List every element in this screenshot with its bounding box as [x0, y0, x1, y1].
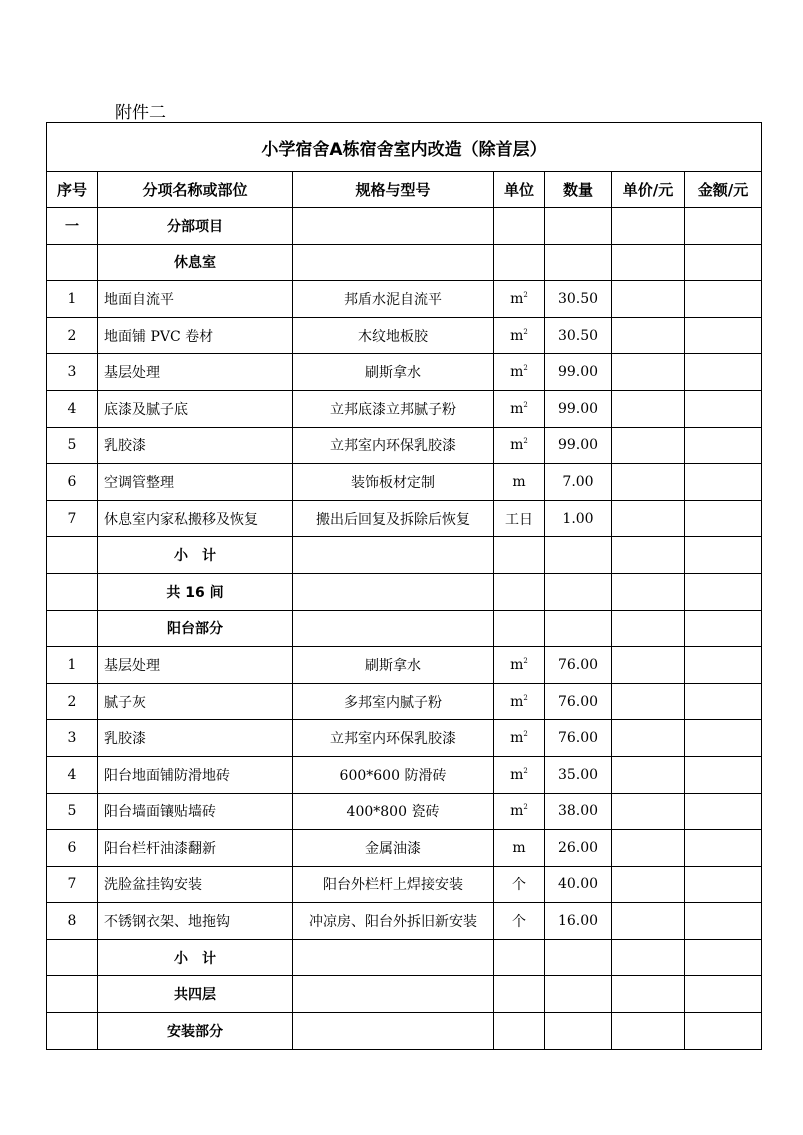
row-amount — [685, 573, 762, 610]
row-amount — [685, 683, 762, 720]
row-amount — [685, 317, 762, 354]
row-name: 阳台栏杆油漆翻新 — [98, 830, 293, 867]
row-no: 6 — [47, 830, 98, 867]
row-spec — [293, 610, 494, 647]
row-name: 共四层 — [98, 976, 293, 1013]
row-no — [47, 537, 98, 574]
table-row — [47, 793, 762, 830]
col-header-no: 序号 — [47, 172, 98, 208]
row-name: 基层处理 — [98, 647, 293, 684]
unit-superscript: 2 — [523, 290, 528, 299]
unit-text: m — [510, 437, 524, 454]
row-name: 地面自流平 — [98, 281, 293, 318]
row-spec: 装饰板材定制 — [293, 464, 494, 501]
row-unit — [494, 830, 545, 867]
row-name: 空调管整理 — [98, 464, 293, 501]
row-unit — [494, 317, 545, 354]
row-unit — [494, 939, 545, 976]
row-no — [47, 976, 98, 1013]
row-amount — [685, 208, 762, 245]
row-price — [612, 866, 685, 903]
row-unit — [494, 354, 545, 391]
row-spec: 阳台外栏杆上焊接安装 — [293, 866, 494, 903]
row-no: 1 — [47, 281, 98, 318]
row-qty: 99.00 — [545, 390, 612, 427]
row-price — [612, 939, 685, 976]
row-qty — [545, 1013, 612, 1050]
table-row — [47, 208, 762, 245]
row-no: 5 — [47, 793, 98, 830]
row-spec: 立邦底漆立邦腻子粉 — [293, 390, 494, 427]
row-no: 2 — [47, 683, 98, 720]
row-unit — [494, 390, 545, 427]
row-price — [612, 281, 685, 318]
row-no: 1 — [47, 647, 98, 684]
row-amount — [685, 281, 762, 318]
row-amount — [685, 500, 762, 537]
unit-text: m — [510, 400, 524, 417]
row-no: 5 — [47, 427, 98, 464]
row-price — [612, 756, 685, 793]
row-name: 休息室 — [98, 244, 293, 281]
row-spec: 400*800 瓷砖 — [293, 793, 494, 830]
row-name: 安装部分 — [98, 1013, 293, 1050]
row-amount — [685, 647, 762, 684]
unit-superscript: 2 — [523, 693, 528, 702]
row-unit — [494, 610, 545, 647]
table-row — [47, 281, 762, 318]
unit-text: 个 — [512, 914, 526, 931]
unit-superscript: 2 — [523, 656, 528, 665]
unit-text: m — [510, 364, 524, 381]
row-name: 分部项目 — [98, 208, 293, 245]
row-no: 7 — [47, 500, 98, 537]
row-name: 底漆及腻子底 — [98, 390, 293, 427]
row-unit — [494, 281, 545, 318]
table-row — [47, 830, 762, 867]
row-no: 4 — [47, 756, 98, 793]
table-row — [47, 500, 762, 537]
unit-superscript: 2 — [523, 803, 528, 812]
row-unit — [494, 1013, 545, 1050]
row-qty — [545, 244, 612, 281]
row-unit — [494, 208, 545, 245]
table-title: 小学宿舍A栋宿舍室内改造（除首层） — [47, 123, 762, 172]
row-spec — [293, 573, 494, 610]
row-price — [612, 647, 685, 684]
row-amount — [685, 976, 762, 1013]
row-name: 阳台墙面镶贴墙砖 — [98, 793, 293, 830]
row-qty: 1.00 — [545, 500, 612, 537]
col-header-name: 分项名称或部位 — [98, 172, 293, 208]
table-row — [47, 573, 762, 610]
row-amount — [685, 610, 762, 647]
unit-superscript: 2 — [523, 437, 528, 446]
row-spec: 立邦室内环保乳胶漆 — [293, 720, 494, 757]
row-price — [612, 976, 685, 1013]
row-no — [47, 573, 98, 610]
row-spec — [293, 208, 494, 245]
boq-table — [46, 122, 762, 1050]
row-name: 共 16 间 — [98, 573, 293, 610]
attachment-label: 附件二 — [115, 103, 166, 123]
row-no: 4 — [47, 390, 98, 427]
row-price — [612, 317, 685, 354]
row-qty: 76.00 — [545, 720, 612, 757]
row-price — [612, 720, 685, 757]
row-amount — [685, 427, 762, 464]
col-header-qty: 数量 — [545, 172, 612, 208]
table-row — [47, 244, 762, 281]
row-unit — [494, 720, 545, 757]
row-amount — [685, 830, 762, 867]
table-row — [47, 683, 762, 720]
table-row — [47, 1013, 762, 1050]
unit-superscript: 2 — [523, 327, 528, 336]
table-row — [47, 866, 762, 903]
row-spec — [293, 1013, 494, 1050]
unit-text: m — [512, 473, 526, 490]
row-no: 一 — [47, 208, 98, 245]
row-price — [612, 683, 685, 720]
row-no: 8 — [47, 903, 98, 940]
row-qty: 7.00 — [545, 464, 612, 501]
unit-text: m — [510, 327, 524, 344]
row-qty — [545, 939, 612, 976]
row-unit — [494, 903, 545, 940]
unit-superscript: 2 — [523, 730, 528, 739]
row-qty: 99.00 — [545, 427, 612, 464]
row-unit — [494, 537, 545, 574]
col-header-unit: 单位 — [494, 172, 545, 208]
row-qty: 38.00 — [545, 793, 612, 830]
row-qty: 16.00 — [545, 903, 612, 940]
row-spec — [293, 537, 494, 574]
row-amount — [685, 1013, 762, 1050]
table-row — [47, 610, 762, 647]
row-name: 洗脸盆挂钩安装 — [98, 866, 293, 903]
row-qty: 30.50 — [545, 281, 612, 318]
row-price — [612, 208, 685, 245]
unit-superscript: 2 — [523, 766, 528, 775]
row-unit — [494, 464, 545, 501]
row-no: 7 — [47, 866, 98, 903]
row-name: 阳台部分 — [98, 610, 293, 647]
unit-text: m — [510, 730, 524, 747]
table-row — [47, 317, 762, 354]
table-row — [47, 647, 762, 684]
unit-text: m — [510, 693, 524, 710]
row-amount — [685, 464, 762, 501]
table-row — [47, 903, 762, 940]
row-spec: 刷斯拿水 — [293, 647, 494, 684]
row-unit — [494, 573, 545, 610]
row-name: 阳台地面铺防滑地砖 — [98, 756, 293, 793]
row-price — [612, 427, 685, 464]
row-price — [612, 573, 685, 610]
row-qty — [545, 573, 612, 610]
row-qty: 40.00 — [545, 866, 612, 903]
row-unit — [494, 756, 545, 793]
row-name: 乳胶漆 — [98, 720, 293, 757]
row-amount — [685, 537, 762, 574]
row-price — [612, 244, 685, 281]
row-spec: 木纹地板胶 — [293, 317, 494, 354]
row-amount — [685, 390, 762, 427]
row-price — [612, 537, 685, 574]
row-qty: 76.00 — [545, 683, 612, 720]
row-price — [612, 903, 685, 940]
row-unit — [494, 976, 545, 1013]
row-amount — [685, 903, 762, 940]
row-qty: 35.00 — [545, 756, 612, 793]
table-row — [47, 976, 762, 1013]
row-price — [612, 610, 685, 647]
unit-text: m — [510, 766, 524, 783]
row-unit — [494, 793, 545, 830]
row-unit — [494, 244, 545, 281]
unit-text: m — [510, 290, 524, 307]
col-header-price: 单价/元 — [612, 172, 685, 208]
table-row — [47, 464, 762, 501]
row-spec: 搬出后回复及拆除后恢复 — [293, 500, 494, 537]
row-qty: 76.00 — [545, 647, 612, 684]
row-amount — [685, 939, 762, 976]
table-row — [47, 537, 762, 574]
row-unit — [494, 427, 545, 464]
unit-text: m — [512, 839, 526, 856]
table-row — [47, 939, 762, 976]
row-price — [612, 500, 685, 537]
unit-text: 工日 — [505, 511, 533, 528]
row-no: 3 — [47, 354, 98, 391]
row-price — [612, 464, 685, 501]
row-name: 腻子灰 — [98, 683, 293, 720]
row-amount — [685, 793, 762, 830]
row-no — [47, 610, 98, 647]
table-row — [47, 427, 762, 464]
row-qty: 99.00 — [545, 354, 612, 391]
row-no — [47, 244, 98, 281]
col-header-spec: 规格与型号 — [293, 172, 494, 208]
row-no: 2 — [47, 317, 98, 354]
row-name: 地面铺 PVC 卷材 — [98, 317, 293, 354]
row-no — [47, 939, 98, 976]
row-unit — [494, 500, 545, 537]
row-price — [612, 354, 685, 391]
row-unit — [494, 683, 545, 720]
row-spec: 冲凉房、阳台外拆旧新安装 — [293, 903, 494, 940]
row-price — [612, 1013, 685, 1050]
row-spec: 多邦室内腻子粉 — [293, 683, 494, 720]
row-amount — [685, 866, 762, 903]
row-spec: 邦盾水泥自流平 — [293, 281, 494, 318]
table-row — [47, 390, 762, 427]
row-price — [612, 390, 685, 427]
row-price — [612, 830, 685, 867]
row-spec: 立邦室内环保乳胶漆 — [293, 427, 494, 464]
row-spec: 刷斯拿水 — [293, 354, 494, 391]
row-unit — [494, 647, 545, 684]
table-row — [47, 354, 762, 391]
row-qty: 30.50 — [545, 317, 612, 354]
row-spec — [293, 244, 494, 281]
row-spec: 600*600 防滑砖 — [293, 756, 494, 793]
row-amount — [685, 354, 762, 391]
row-name: 休息室内家私搬移及恢复 — [98, 500, 293, 537]
row-price — [612, 793, 685, 830]
col-header-amount: 金额/元 — [685, 172, 762, 208]
row-name: 小 计 — [98, 537, 293, 574]
row-no — [47, 1013, 98, 1050]
unit-text: m — [510, 803, 524, 820]
row-name: 不锈钢衣架、地拖钩 — [98, 903, 293, 940]
row-unit — [494, 866, 545, 903]
row-qty: 26.00 — [545, 830, 612, 867]
table-row — [47, 756, 762, 793]
row-name: 基层处理 — [98, 354, 293, 391]
row-qty — [545, 208, 612, 245]
row-qty — [545, 537, 612, 574]
row-spec: 金属油漆 — [293, 830, 494, 867]
row-qty — [545, 610, 612, 647]
unit-text: m — [510, 656, 524, 673]
row-name: 小 计 — [98, 939, 293, 976]
table-row — [47, 720, 762, 757]
unit-superscript: 2 — [523, 364, 528, 373]
unit-text: 个 — [512, 877, 526, 894]
row-spec — [293, 976, 494, 1013]
row-amount — [685, 720, 762, 757]
row-amount — [685, 244, 762, 281]
row-no: 3 — [47, 720, 98, 757]
row-qty — [545, 976, 612, 1013]
row-name: 乳胶漆 — [98, 427, 293, 464]
row-amount — [685, 756, 762, 793]
unit-superscript: 2 — [523, 400, 528, 409]
header-row — [47, 172, 762, 208]
row-spec — [293, 939, 494, 976]
row-no: 6 — [47, 464, 98, 501]
